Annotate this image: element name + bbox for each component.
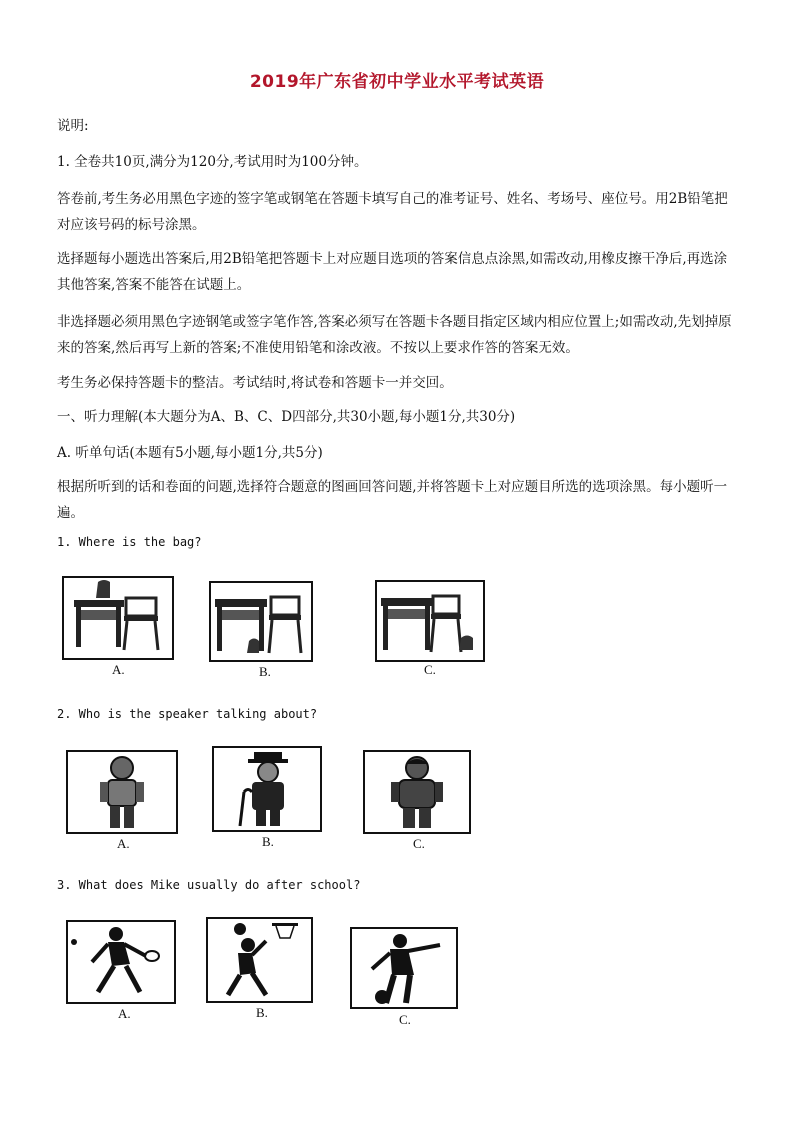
question-3: 3. What does Mike usually do after school? xyxy=(57,878,361,892)
stout-man-icon xyxy=(365,752,469,832)
q3-option-b-label: B. xyxy=(256,1005,268,1020)
note-4: 非选择题必须用黑色字迹钢笔或签字笔作答,答案必须写在答题卡各题目指定区域内相应位置上;如需改动,先划掉原来的答案,然后再写上新的答案;不准使用铅笔和涂改液。不按以上要求作答的答案无效。 xyxy=(57,314,732,356)
desk-chair-bag-under-chair-icon xyxy=(211,583,311,660)
q1-option-c-label: C. xyxy=(424,662,436,677)
q1-option-a-label: A. xyxy=(112,662,125,677)
football-player-icon xyxy=(352,929,456,1007)
q3-option-c-image xyxy=(350,927,458,1009)
intro-label: 说明: xyxy=(57,118,89,134)
q2-option-b-label: B. xyxy=(262,834,274,849)
note-3: 选择题每小题选出答案后,用2B铅笔把答题卡上对应题目选项的答案信息点涂黑,如需改动,用橡皮擦干净后,再选涂其他答案,答案不能答在试题上。 xyxy=(57,251,728,293)
q1-option-a-image xyxy=(62,576,174,660)
note-1: 1. 全卷共10页,满分为120分,考试用时为100分钟。 xyxy=(57,154,368,170)
q2-option-b-image xyxy=(212,746,322,832)
q1-option-b-label: B. xyxy=(259,664,271,679)
tennis-player-icon xyxy=(68,922,174,1002)
old-man-with-cane-icon xyxy=(214,748,320,830)
q1-option-b-image xyxy=(209,581,313,662)
note-5: 考生务必保持答题卡的整洁。考试结时,将试卷和答题卡一并交回。 xyxy=(57,375,453,391)
q2-option-a-label: A. xyxy=(117,836,130,851)
question-1: 1. Where is the bag? xyxy=(57,535,202,549)
section-heading: 一、听力理解(本大题分为A、B、C、D四部分,共30小题,每小题1分,共30分) xyxy=(57,409,516,425)
desk-chair-bag-beside-chair-icon xyxy=(377,582,483,660)
young-man-icon xyxy=(68,752,176,832)
desk-chair-bag-on-chair-icon xyxy=(64,578,172,658)
part-a-heading: A. 听单句话(本题有5小题,每小题1分,共5分) xyxy=(57,445,323,461)
q2-option-c-image xyxy=(363,750,471,834)
question-2: 2. Who is the speaker talking about? xyxy=(57,707,318,721)
q1-option-c-image xyxy=(375,580,485,662)
basketball-player-icon xyxy=(208,919,311,1001)
part-a-instruction: 根据所听到的话和卷面的问题,选择符合题意的图画回答问题,并将答题卡上对应题目所选的选项涂黑。每小题听一遍。 xyxy=(57,479,728,521)
q2-option-a-image xyxy=(66,750,178,834)
exam-title: 2019年广东省初中学业水平考试英语 xyxy=(249,72,545,92)
q2-option-c-label: C. xyxy=(413,836,425,851)
q3-option-c-label: C. xyxy=(399,1012,411,1027)
note-2: 答卷前,考生务必用黑色字迹的签字笔或钢笔在答题卡填写自己的准考证号、姓名、考场号、座位号。用2B铅笔把对应该号码的标号涂黑。 xyxy=(57,191,728,233)
q3-option-a-image xyxy=(66,920,176,1004)
q3-option-a-label: A. xyxy=(118,1006,131,1021)
q3-option-b-image xyxy=(206,917,313,1003)
